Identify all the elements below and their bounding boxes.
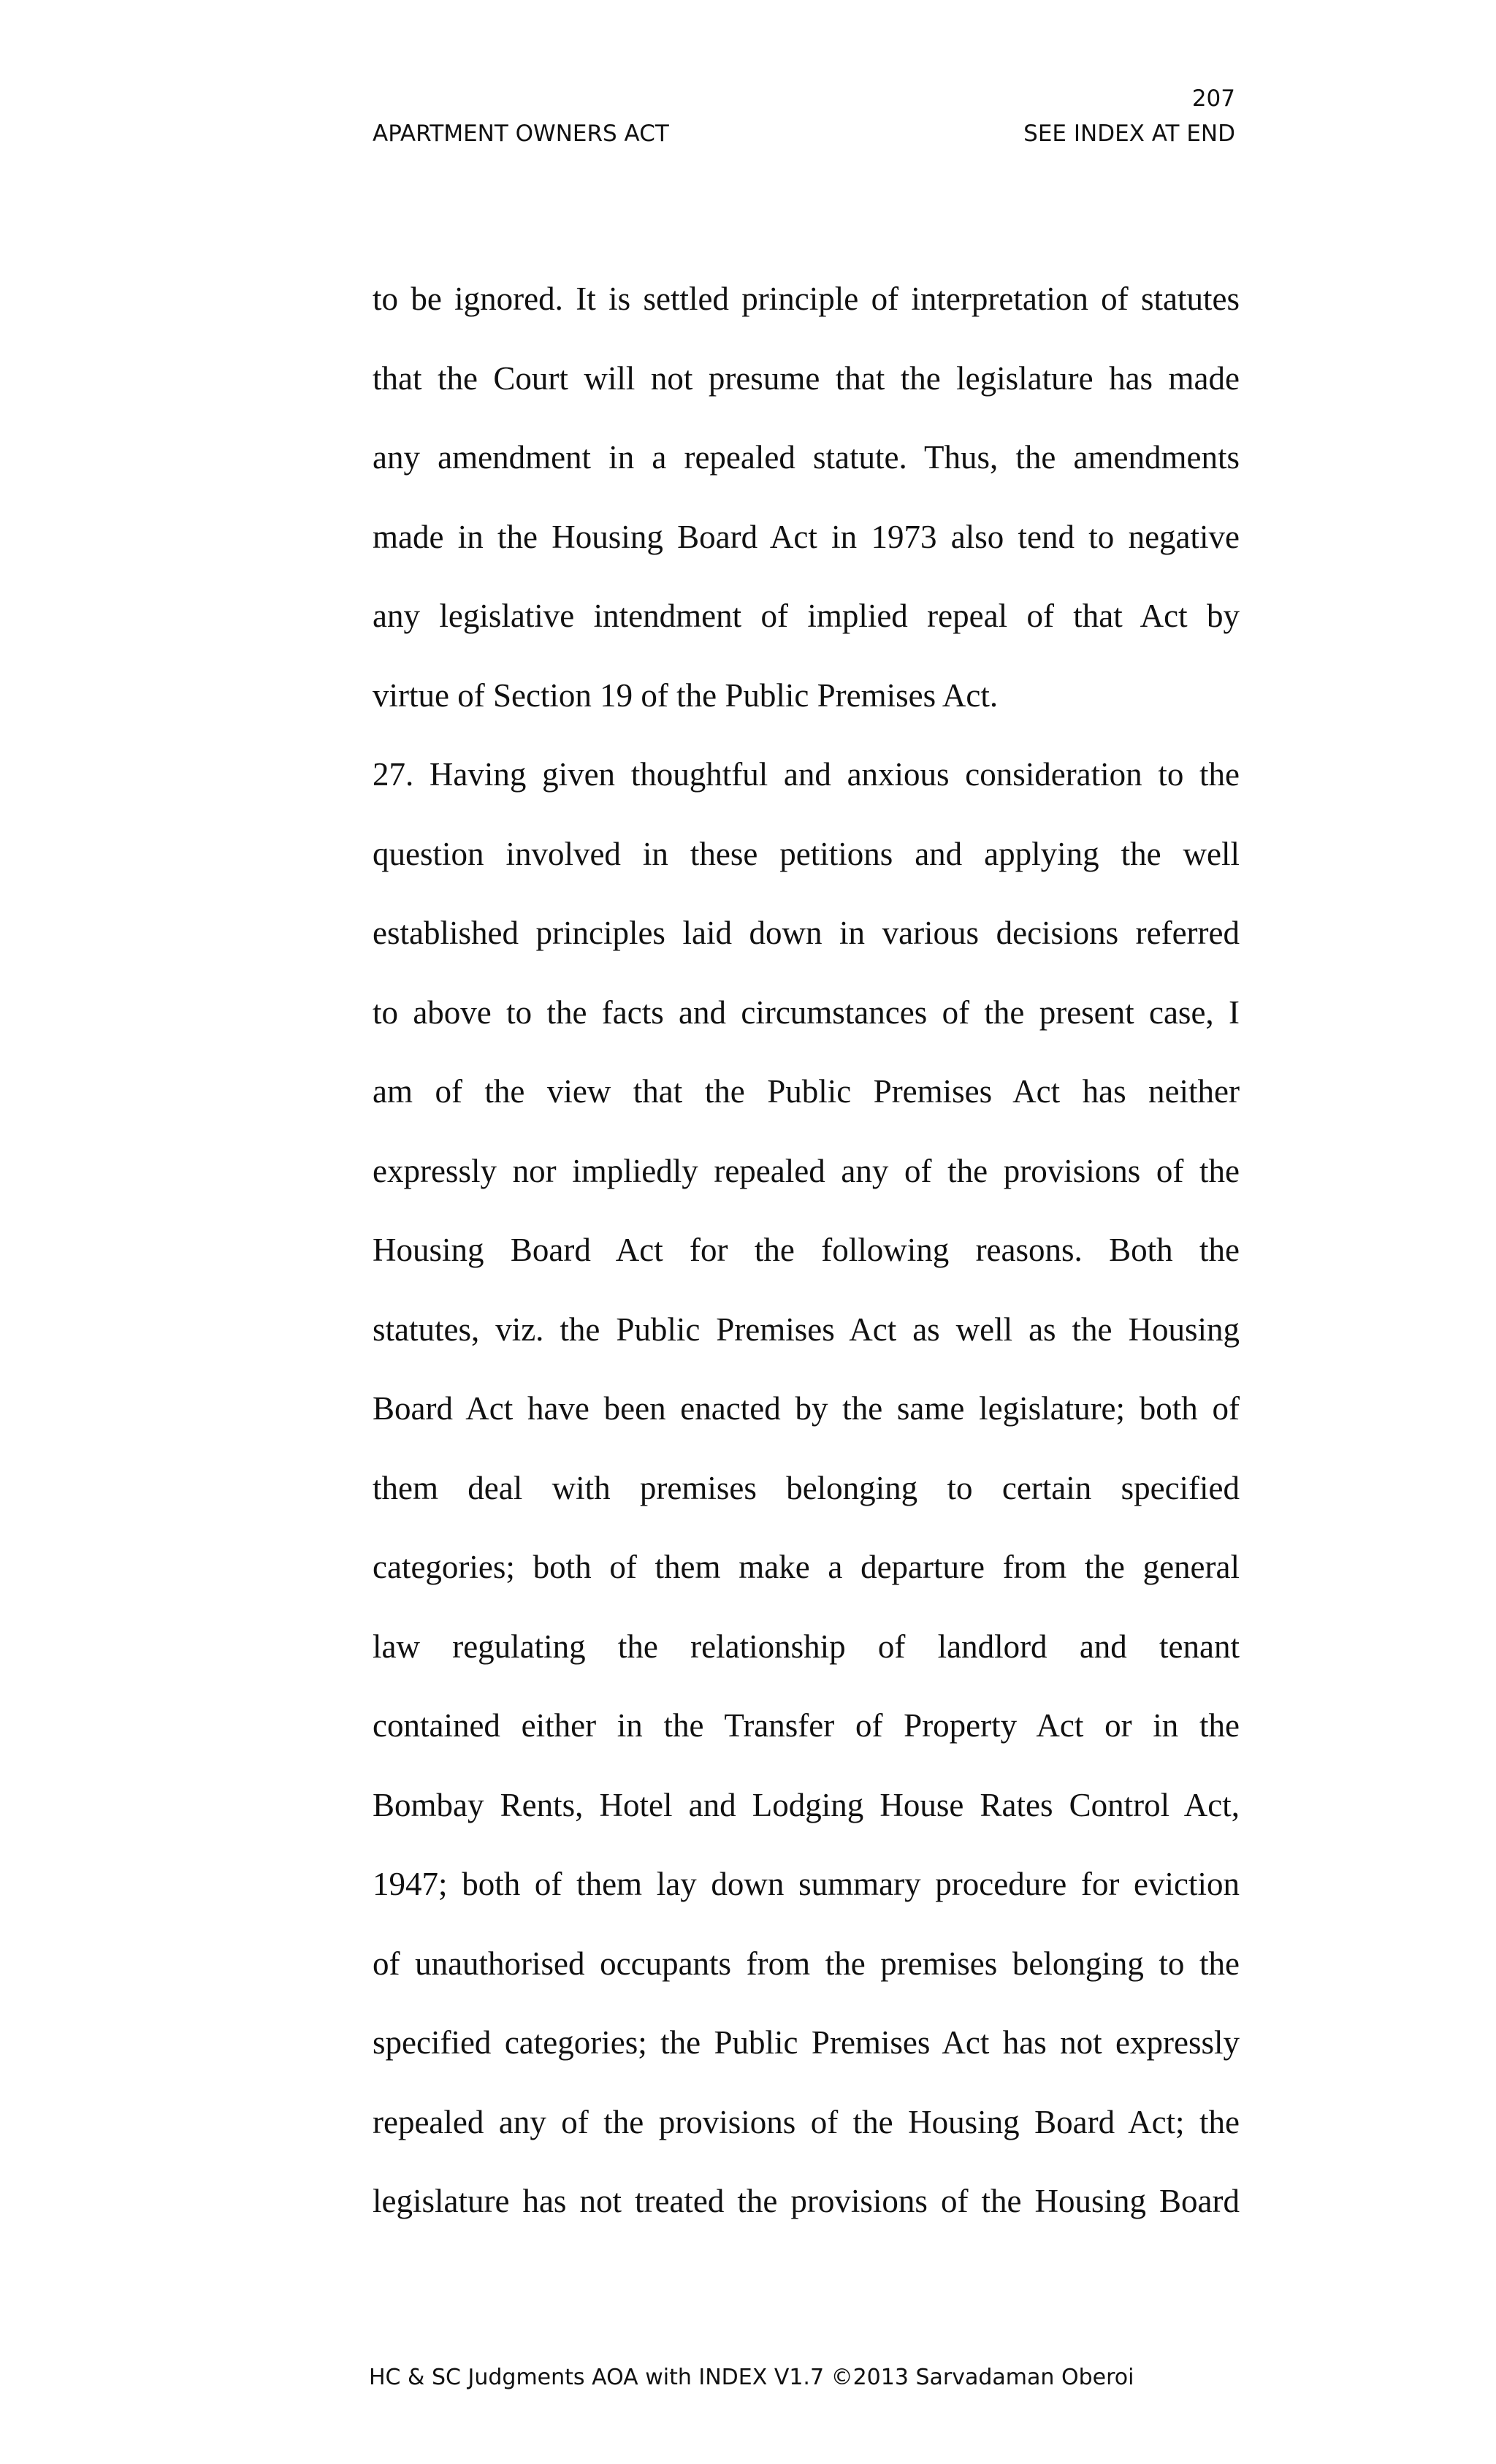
text-line: categories; both of them make a departure from the general	[373, 1549, 1240, 1585]
page-footer: HC & SC Judgments AOA with INDEX V1.7 ©2013 Sarvadaman Oberoi	[369, 2365, 1134, 2390]
text-line: Board Act have been enacted by the same legislature; both of	[373, 1390, 1240, 1427]
text-line: am of the view that the Public Premises Act has neither	[373, 1073, 1240, 1110]
text-line: to be ignored. It is settled principle of interpretation of statutes	[373, 281, 1240, 317]
text-line: specified categories; the Public Premises Act has not expressly	[373, 2024, 1240, 2061]
text-line: of unauthorised occupants from the premises belonging to the	[373, 1945, 1240, 1982]
text-line: any legislative intendment of implied repeal of that Act by	[373, 598, 1240, 634]
text-line: 1947; both of them lay down summary procedure for eviction	[373, 1866, 1240, 1902]
running-header-index-note: SEE INDEX AT END	[1023, 121, 1235, 147]
text-line: 27. Having given thoughtful and anxious consideration to the	[373, 756, 1240, 793]
text-line: law regulating the relationship of landlord and tenant	[373, 1628, 1240, 1665]
page-number: 207	[1191, 85, 1235, 112]
text-line: question involved in these petitions and applying the well	[373, 835, 1240, 872]
text-line: that the Court will not presume that the legislature has made	[373, 359, 1240, 397]
text-line: virtue of Section 19 of the Public Premises Act.	[373, 676, 999, 714]
judgment-text	[373, 259, 1240, 2241]
text-line: repealed any of the provisions of the Housing Board Act; the	[373, 2103, 1240, 2140]
running-header-title: APARTMENT OWNERS ACT	[373, 121, 669, 147]
text-line: to above to the facts and circumstances of the present case, I	[373, 993, 1240, 1031]
text-line: any amendment in a repealed statute. Thus, the amendments	[373, 439, 1240, 476]
text-line: expressly nor impliedly repealed any of the provisions of the	[373, 1152, 1240, 1189]
text-line: made in the Housing Board Act in 1973 also tend to negative	[373, 518, 1240, 555]
text-line: established principles laid down in various decisions referred	[373, 915, 1240, 951]
text-line: contained either in the Transfer of Property Act or in the	[373, 1707, 1240, 1744]
text-line: legislature has not treated the provisions of the Housing Board	[373, 2183, 1240, 2219]
text-line: them deal with premises belonging to certain specified	[373, 1469, 1240, 1506]
text-line: statutes, viz. the Public Premises Act as well as the Housing	[373, 1311, 1240, 1348]
text-line: Housing Board Act for the following reasons. Both the	[373, 1232, 1240, 1268]
text-line: Bombay Rents, Hotel and Lodging House Rates Control Act,	[373, 1786, 1240, 1823]
